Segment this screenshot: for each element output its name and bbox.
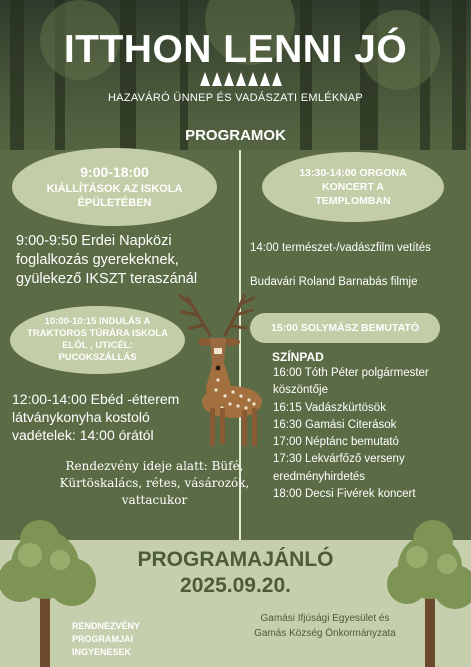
exhibition-pill — [12, 148, 217, 226]
organ-concert-pill: 13:30-14:00 ORGONA KONCERT A TEMPLOMBAN — [262, 152, 444, 222]
tractor-tour-pill: 10:00-10:15 INDULÁS A TRAKTOROS TÚRÁRA ISKOLA ELŐL , UTICÉL: PUCOKSZÁLLÁS — [10, 306, 185, 374]
stage-item: 16:00 Tóth Péter polgármester köszöntője — [273, 367, 429, 397]
stage-title: SZÍNPAD — [272, 350, 324, 364]
lunch-item: 12:00-14:00 Ebéd -étterem látványkonyha kostoló vadételek: 14:00 órától — [12, 391, 180, 444]
poster-title: ITTHON LENNI JÓ — [63, 28, 408, 71]
falconry-pill: 15:00 SOLYMÁSZ BEMUTATÓ — [250, 313, 440, 343]
section-title: PROGRAMOK — [185, 127, 286, 144]
program-label: PROGRAMAJÁNLÓ — [137, 548, 334, 571]
stage-item: 18:00 Decsi Fivérek koncert — [273, 487, 416, 500]
stage-item: 17:30 Lekvárfőző verseny eredményhirdetés — [273, 453, 405, 483]
stage-item: 16:30 Gamási Citerások — [273, 418, 397, 431]
stage-item: 16:15 Vadászkürtösök — [273, 401, 386, 414]
organizer: Gamási Ifjúsági Egyesület és Gamás Község Önkormányzata — [254, 613, 396, 639]
exhibition-time: 9:00-18:00 — [80, 163, 149, 180]
film-author-item: Budavári Roland Barnabás filmje — [250, 276, 418, 288]
stage-list — [273, 365, 453, 503]
poster-subtitle: HAZAVÁRÓ ÜNNEP ÉS VADÁSZATI EMLÉKNAP — [107, 92, 364, 104]
exhibition-text: KIÁLLÍTÁSOK AZ ISKOLA ÉPÜLETÉBEN — [46, 182, 183, 209]
free-programs-note: RENDNEZVÉNY PROGRAMJAI INGYENESEK — [72, 621, 140, 658]
forest-daycare-item: 9:00-9:50 Erdei Napközi foglalkozás gyerekeknek, gyülekező IKSZT teraszánál — [16, 233, 198, 287]
pine-trees-icon — [195, 70, 285, 86]
event-date: 2025.09.20. — [180, 574, 291, 597]
stage-item: 17:00 Néptánc bemutató — [273, 436, 399, 448]
nature-film-item: 14:00 természet-/vadászfilm vetítés — [250, 242, 431, 254]
during-event-item: Rendezvény ideje alatt: Büfé, Kürtöskalács, rétes, vásározók, vattacukor — [59, 459, 250, 507]
